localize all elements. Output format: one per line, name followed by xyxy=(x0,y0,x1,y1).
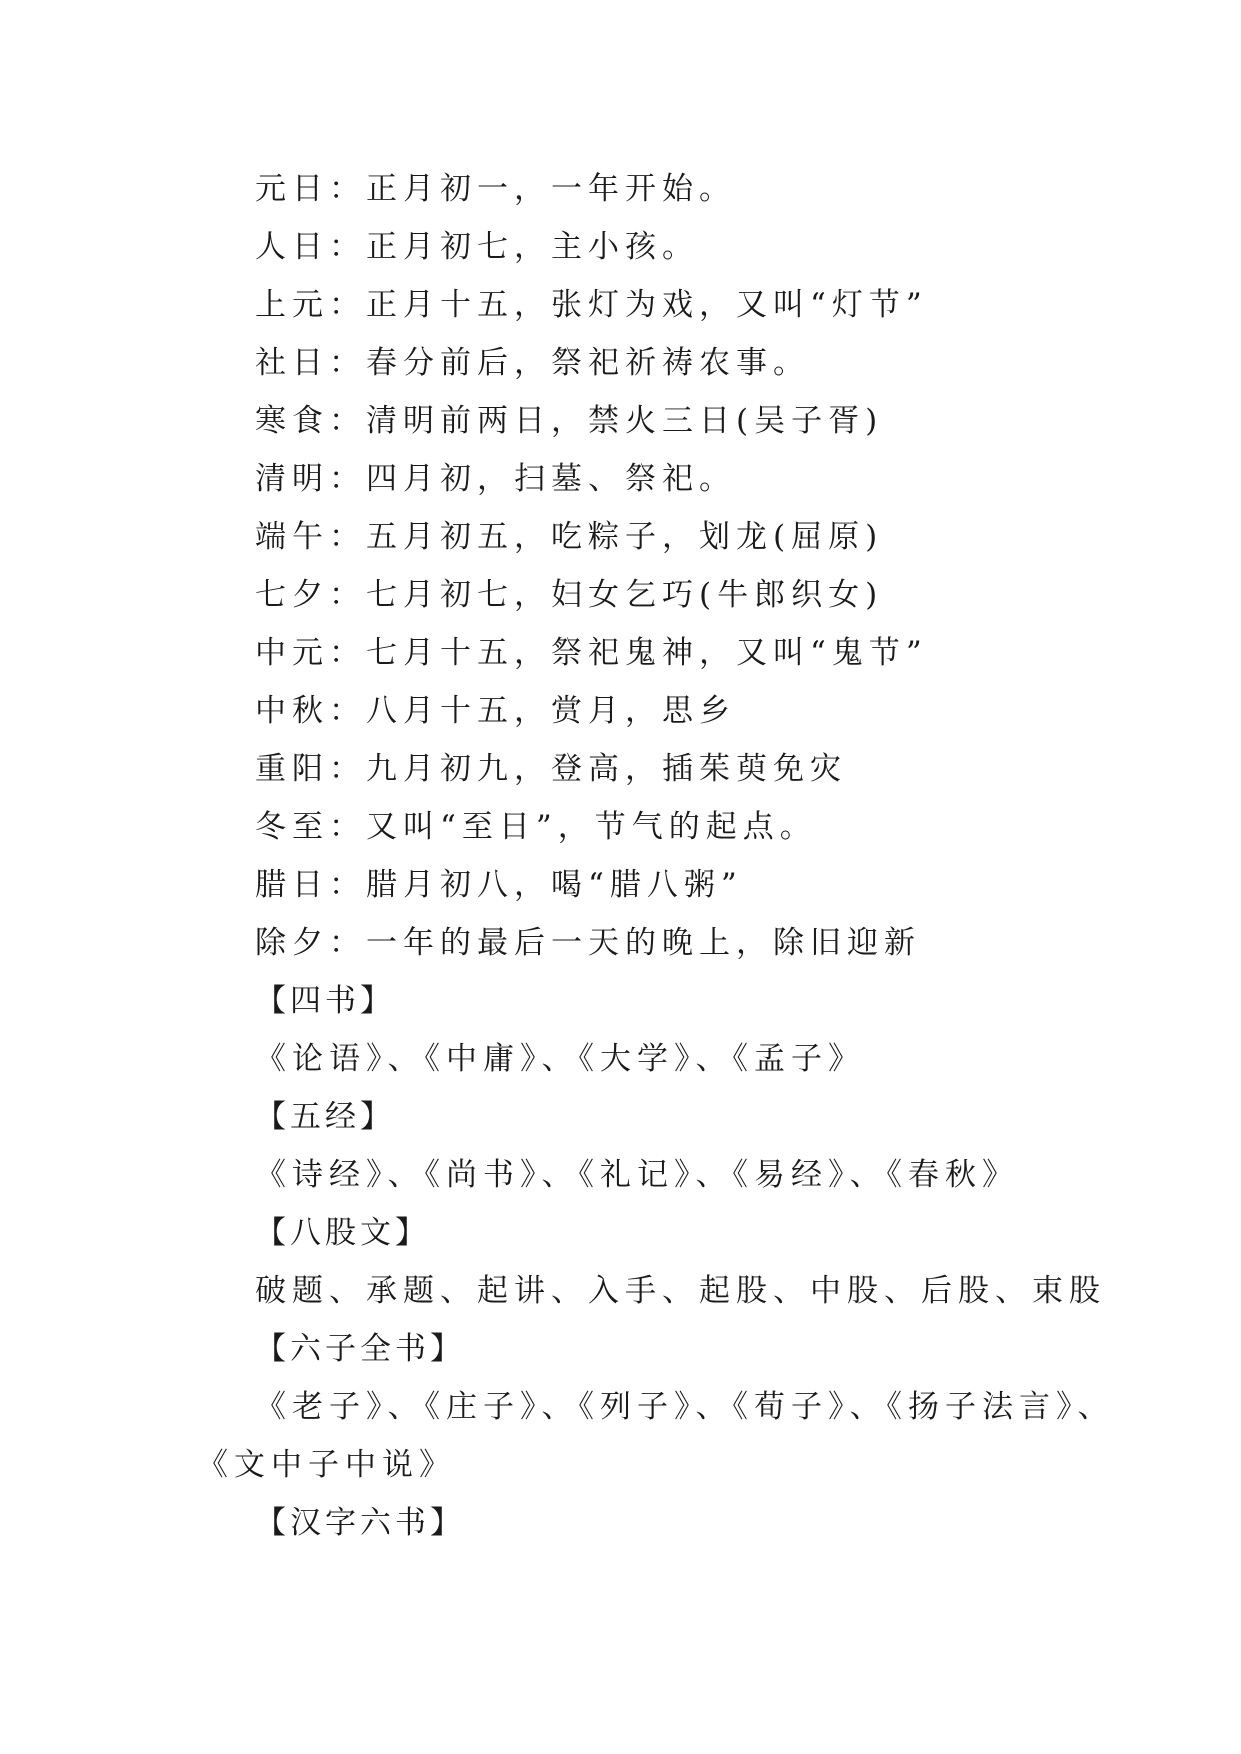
festival-sheri: 社日：春分前后，祭祀祈祷农事。 xyxy=(255,345,810,381)
festival-dongzhi: 冬至：又叫“至日”，节气的起点。 xyxy=(255,809,817,845)
festival-zhongyuan: 中元：七月十五，祭祀鬼神，又叫“鬼节” xyxy=(255,635,928,671)
section-content-baguwen: 破题、承题、起讲、入手、起股、中股、后股、束股 xyxy=(255,1273,1106,1309)
section-content-liuzi-line2: 《文中子中说》 xyxy=(197,1447,456,1483)
festival-yuanri: 元日：正月初一，一年开始。 xyxy=(255,171,736,207)
section-heading-baguwen: 【八股文】 xyxy=(255,1215,430,1251)
festival-duanwu: 端午：五月初五，吃粽子，划龙(屈原) xyxy=(255,519,884,555)
section-heading-sishu: 【四书】 xyxy=(255,983,395,1019)
festival-chuxi: 除夕：一年的最后一天的晚上，除旧迎新 xyxy=(255,925,921,961)
festival-qingming: 清明：四月初，扫墓、祭祀。 xyxy=(255,461,736,497)
section-heading-wujing: 【五经】 xyxy=(255,1099,395,1135)
festival-renri: 人日：正月初七，主小孩。 xyxy=(255,229,699,265)
section-content-liuzi-line1: 《老子》、《庄子》、《列子》、《荀子》、《扬子法言》、 xyxy=(255,1389,1115,1425)
festival-lari: 腊日：腊月初八，喝“腊八粥” xyxy=(255,867,743,903)
section-content-wujing: 《诗经》、《尚书》、《礼记》、《易经》、《春秋》 xyxy=(255,1157,1019,1193)
festival-hanshi: 寒食：清明前两日，禁火三日(吴子胥) xyxy=(255,403,884,439)
section-heading-hanzi: 【汉字六书】 xyxy=(255,1505,465,1541)
festival-chongyang: 重阳：九月初九，登高，插茱萸免灾 xyxy=(255,751,847,787)
festival-shangyuan: 上元：正月十五，张灯为戏，又叫“灯节” xyxy=(255,287,928,323)
section-heading-liuzi: 【六子全书】 xyxy=(255,1331,465,1367)
document-body xyxy=(197,160,1115,1552)
festival-qixi: 七夕：七月初七，妇女乞巧(牛郎织女) xyxy=(255,577,884,613)
section-content-sishu: 《论语》、《中庸》、《大学》、《孟子》 xyxy=(255,1041,865,1077)
festival-zhongqiu: 中秋：八月十五，赏月，思乡 xyxy=(255,693,736,729)
